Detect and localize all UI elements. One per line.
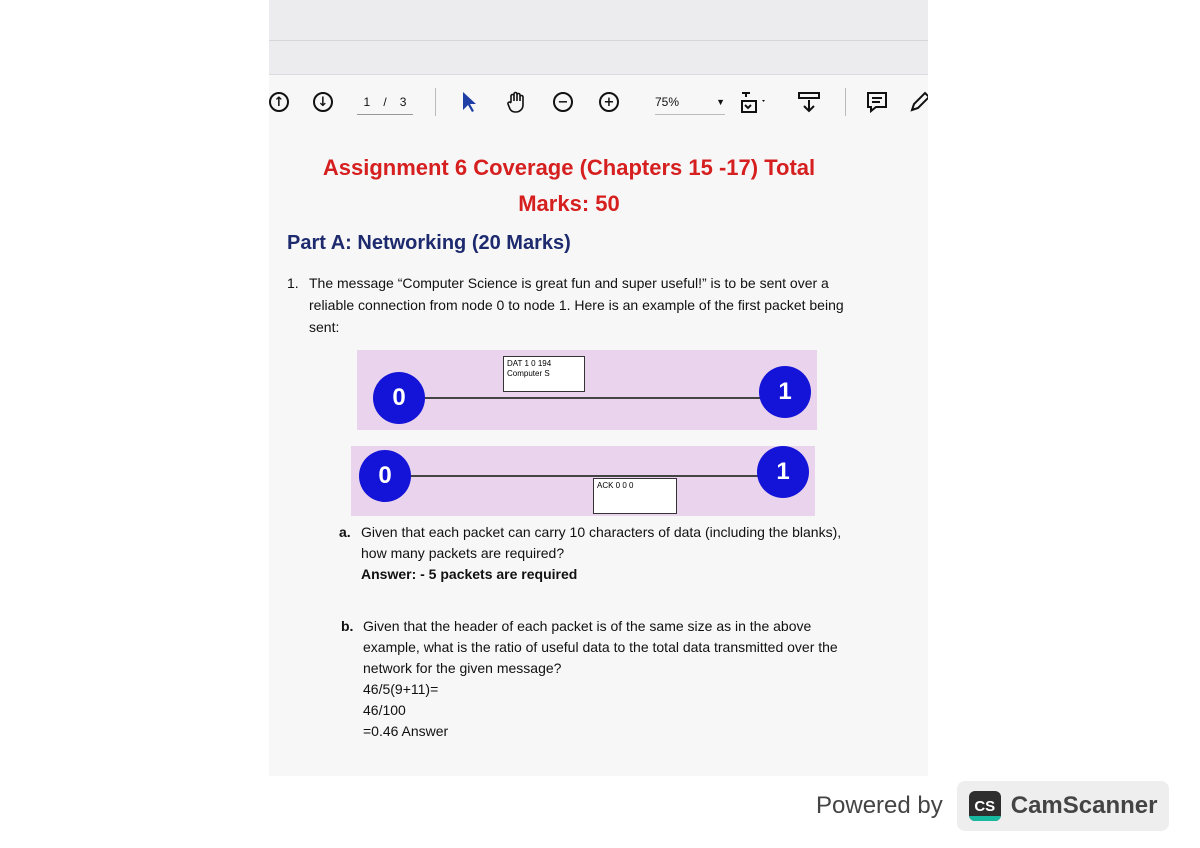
node-1: 1: [757, 446, 809, 498]
sub-question-b: [341, 616, 859, 742]
sub-question-label: b.: [341, 618, 354, 634]
scanned-page: [269, 0, 928, 776]
powered-by-text: Powered by: [816, 792, 943, 819]
download-icon[interactable]: [797, 90, 821, 114]
calculation-line: 46/100: [363, 702, 406, 718]
ack-packet: ACK 0 0 0: [593, 478, 677, 514]
chevron-down-icon: ▼: [716, 97, 725, 107]
hand-icon[interactable]: [505, 90, 529, 114]
title-line-2: Marks: 50: [518, 191, 620, 216]
question-text: The message “Computer Science is great fun and super useful!” is to be sent over a reliable connection from node 0 to node 1. Here is an example of the first packet being sent:: [309, 275, 844, 335]
sub-question-text: Given that the header of each packet is of the same size as in the above example, what is the ratio of useful data to the total data transmitted over the network for the given message?: [363, 618, 838, 676]
comment-icon[interactable]: [865, 90, 889, 114]
ack-packet-diagram: [351, 446, 815, 516]
page-separator: /: [383, 95, 387, 109]
sub-question-label: a.: [339, 524, 351, 540]
question-number: 1.: [287, 275, 299, 291]
page-number-field[interactable]: [357, 90, 413, 115]
fit-page-icon[interactable]: [739, 90, 769, 114]
pen-icon[interactable]: [909, 90, 928, 114]
down-arrow-icon[interactable]: ↓: [313, 90, 333, 114]
viewer-top-band: [269, 0, 928, 75]
pdf-toolbar: [269, 76, 928, 126]
assignment-title: [309, 150, 829, 222]
packet-header: DAT 1 0 194: [507, 359, 552, 368]
up-arrow-icon[interactable]: ↑: [269, 90, 289, 114]
data-packet: [503, 356, 585, 392]
zoom-select[interactable]: [655, 90, 725, 115]
camscanner-brand: CamScanner: [1010, 792, 1158, 819]
zoom-out-icon[interactable]: −: [553, 90, 573, 114]
node-1: 1: [759, 366, 811, 418]
camscanner-badge: [957, 781, 1169, 831]
zoom-value: 75%: [655, 95, 680, 109]
zoom-in-icon[interactable]: +: [599, 90, 619, 114]
calculation-line: 46/5(9+11)=: [363, 681, 439, 697]
page-current: 1: [363, 95, 371, 109]
camscanner-logo-icon: CS: [969, 791, 1001, 821]
answer-text: Answer: - 5 packets are required: [361, 566, 578, 582]
title-line-1: Assignment 6 Coverage (Chapters 15 -17) Total: [322, 155, 816, 180]
node-0: 0: [373, 372, 425, 424]
section-heading: Part A: Networking (20 Marks): [287, 232, 571, 254]
packet-payload: Computer S: [507, 369, 550, 378]
sub-question-a: [339, 522, 859, 585]
data-packet-diagram: [357, 350, 817, 430]
page-total: 3: [399, 95, 407, 109]
camscanner-watermark: [816, 781, 1169, 831]
select-cursor-icon[interactable]: [461, 90, 477, 114]
calculation-line: =0.46 Answer: [363, 723, 449, 739]
sub-question-text: Given that each packet can carry 10 characters of data (including the blanks), how many packets are required?: [361, 524, 842, 561]
node-0: 0: [359, 450, 411, 502]
question-1: [287, 272, 857, 338]
